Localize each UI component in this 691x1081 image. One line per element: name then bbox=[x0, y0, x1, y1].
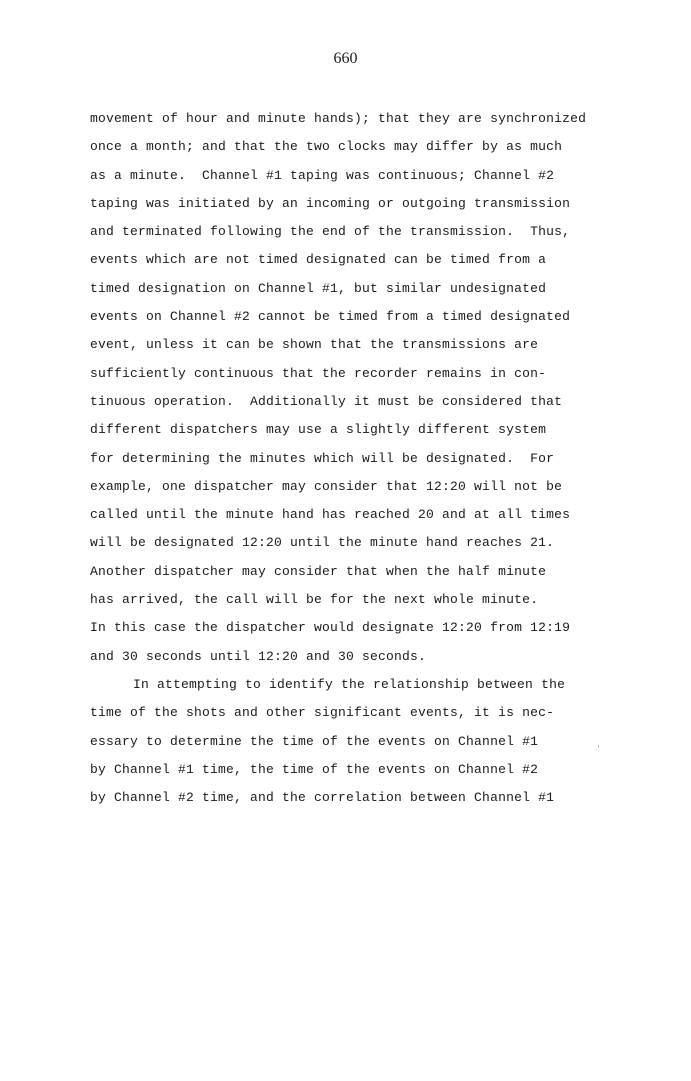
text-line: events which are not timed designated can be timed from a bbox=[90, 252, 547, 268]
text-line: has arrived, the call will be for the next whole minute. bbox=[90, 592, 539, 608]
text-line: as a minute. Channel #1 taping was continuous; Channel #2 bbox=[90, 167, 555, 183]
text-line: and terminated following the end of the transmission. Thus, bbox=[90, 224, 571, 240]
text-line: different dispatchers may use a slightly different system bbox=[90, 422, 547, 438]
text-line: Another dispatcher may consider that when the half minute bbox=[90, 563, 547, 579]
text-line: taping was initiated by an incoming or outgoing transmission bbox=[90, 195, 571, 211]
text-line: tinuous operation. Additionally it must be considered that bbox=[90, 393, 563, 409]
text-line: movement of hour and minute hands); that they are synchronized bbox=[90, 111, 587, 126]
text-line: once a month; and that the two clocks may differ by as much bbox=[90, 139, 563, 155]
text-line: and 30 seconds until 12:20 and 30 seconds. bbox=[90, 648, 427, 664]
text-line: In this case the dispatcher would designate 12:20 from 12:19 bbox=[90, 620, 571, 636]
paragraph-start-line: In attempting to identify the relationship between the bbox=[133, 676, 566, 692]
text-line: for determining the minutes which will be designated. For bbox=[90, 450, 555, 466]
text-line: will be designated 12:20 until the minute hand reaches 21. bbox=[90, 535, 555, 551]
text-line: sufficiently continuous that the recorder remains in con- bbox=[90, 365, 547, 381]
text-line: events on Channel #2 cannot be timed from a timed designated bbox=[90, 309, 571, 325]
scan-speck bbox=[598, 745, 599, 748]
text-line: by Channel #2 time, and the correlation between Channel #1 bbox=[90, 790, 555, 806]
text-line: by Channel #1 time, the time of the events on Channel #2 bbox=[90, 761, 539, 777]
text-line: example, one dispatcher may consider that 12:20 will not be bbox=[90, 478, 563, 494]
text-line: essary to determine the time of the events on Channel #1 bbox=[90, 733, 539, 749]
text-line: event, unless it can be shown that the transmissions are bbox=[90, 337, 539, 353]
text-line: time of the shots and other significant events, it is nec- bbox=[90, 705, 555, 721]
body-text bbox=[90, 105, 650, 812]
text-line: timed designation on Channel #1, but similar undesignated bbox=[90, 280, 547, 296]
text-line: called until the minute hand has reached 20 and at all times bbox=[90, 507, 571, 523]
page-number: 660 bbox=[333, 50, 358, 67]
